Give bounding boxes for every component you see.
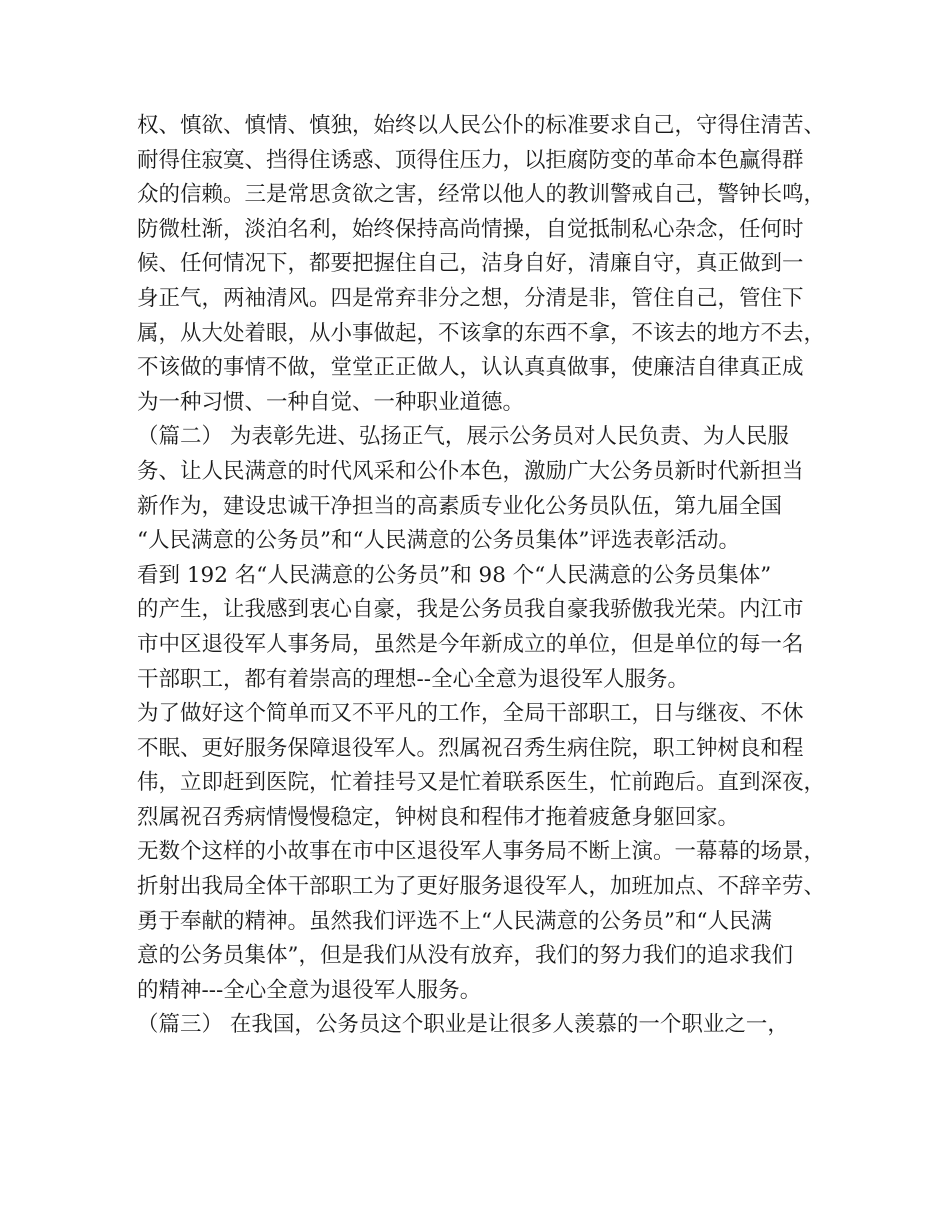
text-line: 烈属祝召秀病情慢慢稳定，钟树良和程伟才拖着疲惫身躯回家。 (137, 804, 740, 830)
text-line: 属，从大处着眼，从小事做起，不该拿的东西不拿，不该去的地方不去， (137, 320, 826, 346)
text-line: 为一种习惯、一种自觉、一种职业道德。 (137, 389, 525, 415)
text-line: 新作为，建设忠诚干净担当的高素质专业化公务员队伍，第九届全国 (137, 493, 783, 519)
text-line: 折射出我局全体干部职工为了更好服务退役军人，加班加点、不辞辛劳、 (137, 874, 826, 900)
text-line: 的产生，让我感到衷心自豪，我是公务员我自豪我骄傲我光荣。内江市 (137, 597, 804, 623)
text-line: 看到 192 名“人民满意的公务员”和 98 个“人民满意的公务员集体” (137, 562, 772, 588)
document-page (137, 109, 827, 1043)
text-line: 干部职工，都有着崇高的理想--全心全意为退役军人服务。 (137, 666, 690, 692)
text-line: 权、慎欲、慎情、慎独，始终以人民公仆的标准要求自己，守得住清苦、 (137, 113, 826, 138)
text-line: 不眠、更好服务保障退役军人。烈属祝召秀生病住院，职工钟树良和程 (137, 735, 804, 761)
text-line: 无数个这样的小故事在市中区退役军人事务局不断上演。一幕幕的场景， (137, 839, 826, 865)
text-line: 众的信赖。三是常思贪欲之害，经常以他人的教训警戒自己，警钟长鸣， (137, 182, 826, 208)
text-line: 为了做好这个简单而又不平凡的工作，全局干部职工，日与继夜、不休 (137, 701, 804, 727)
section-heading-line: （篇二） 为表彰先进、弘扬正气，展示公务员对人民负责、为人民服 (137, 424, 789, 450)
text-line: 伟，立即赶到医院，忙着挂号又是忙着联系医生，忙前跑后。直到深夜， (137, 770, 826, 796)
text-line: 候、任何情况下，都要把握住自己，洁身自好，清廉自守，真正做到一 (137, 251, 804, 277)
text-line: “人民满意的公务员”和“人民满意的公务员集体”评选表彰活动。 (137, 528, 740, 554)
text-line: 不该做的事情不做，堂堂正正做人，认认真真做事，使廉洁自律真正成 (137, 355, 804, 381)
text-line: 耐得住寂寞、挡得住诱惑、顶得住压力，以拒腐防变的革命本色赢得群 (137, 147, 804, 173)
text-line: 防微杜渐，淡泊名利，始终保持高尚情操，自觉抵制私心杂念，任何时 (137, 216, 804, 242)
text-line: 务、让人民满意的时代风采和公仆本色，激励广大公务员新时代新担当 (137, 458, 804, 484)
text-line: 意的公务员集体”，但是我们从没有放弃，我们的努力我们的追求我们 (137, 943, 793, 969)
text-line: 身正气，两袖清风。四是常弃非分之想，分清是非，管住自己，管住下 (137, 285, 804, 311)
text-line: 的精神---全心全意为退役军人服务。 (137, 977, 482, 1003)
text-line: 勇于奉献的精神。虽然我们评选不上“人民满意的公务员”和“人民满 (137, 908, 772, 934)
section-heading-line: （篇三） 在我国，公务员这个职业是让很多人羡慕的一个职业之一， (137, 1012, 789, 1038)
text-line: 市中区退役军人事务局，虽然是今年新成立的单位，但是单位的每一名 (137, 631, 804, 657)
